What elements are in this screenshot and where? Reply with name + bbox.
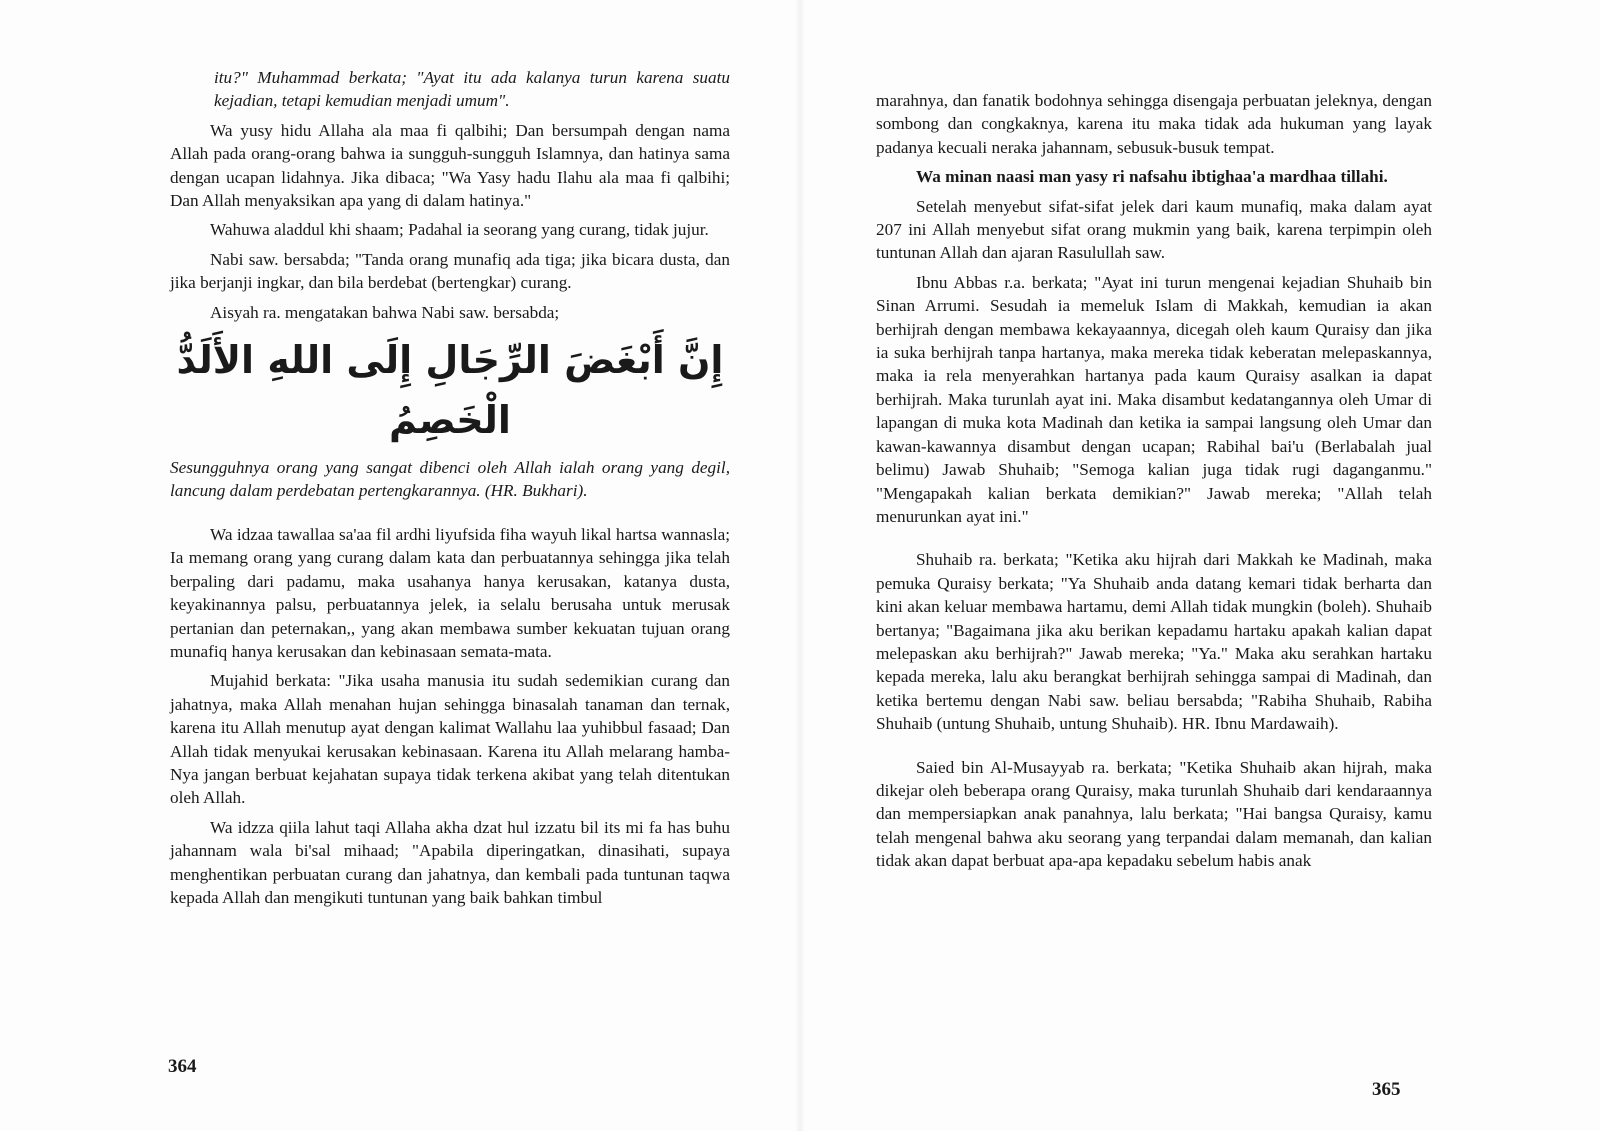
paragraph: Nabi saw. bersabda; "Tanda orang munafiq ada tiga; jika bicara dusta, dan jika berjanji ingkar, dan bila berdebat (bertengkar) curang. <box>170 249 730 293</box>
paragraph: Saied bin Al-Musayyab ra. berkata; "Ketika Shuhaib akan hijrah, maka dikejar oleh beberapa orang Quraisy, maka turunlah Shuhaib dari kendaraannya dan mempersiapkan anak panahnya, lalu berkata; "Hai bangsa Quraisy, kamu telah mengenal bahwa aku seorang yang terpandai dalam memanah, dan kalian tidak akan dapat berbuat apa-apa kepadaku sebelum habis anak <box>876 757 1432 871</box>
right-page <box>810 0 1600 1131</box>
paragraph: Shuhaib ra. berkata; "Ketika aku hijrah dari Makkah ke Madinah, maka pemuka Quraisy berkata; "Ya Shuhaib anda datang kemari tidak berharta dan kini akan keluar membawa hartamu, demi Allah tidak mungkin (boleh). Shuhaib bertanya; "Bagaimana jika aku berikan kepadamu hartaku apakah kalian dapat melepaskan aku berhijrah?" Jawab mereka; "Ya." Maka aku serahkan hartaku kepada mereka, lalu aku berangkat berhijrah sehingga sampai di Madinah, dan ketika bertemu dengan Nabi saw. beliau bersabda; "Rabiha Shuhaib, Rabiha Shuhaib (untung Shuhaib, untung Shuhaib). HR. Ibnu Mardawaih). <box>876 550 1432 734</box>
opening-paragraph: marahnya, dan fanatik bodohnya sehingga disengaja perbuatan jeleknya, dengan sombong dan congkaknya, karena itu maka tidak ada hukuman yang layak padanya kecuali neraka jahannam, sebusuk-busuk tempat. <box>876 91 1432 157</box>
page-number: 364 <box>168 1056 197 1077</box>
opening-italic-text: itu?" Muhammad berkata; "Ayat itu ada kalanya turun karena suatu kejadian, tetapi kemudian menjadi umum". <box>214 68 730 111</box>
hadith-translation: Sesungguhnya orang yang sangat dibenci oleh Allah ialah orang yang degil, lancung dalam perdebatan pertengkarannya. (HR. Bukhari). <box>170 458 730 501</box>
paragraph: Wa idzaa tawallaa sa'aa fil ardhi liyufsida fiha wayuh likal hartsa wannasla; Ia memang orang yang curang dalam kata dan perbuatannya sehingga jika telah berpaling dari padamu, maka usahanya hanya kerusakan, katanya dusta, keyakinannya palsu, perbuatannya jelek, ia selalu berusaha untuk merusak pertanian dan peternakan,, yang akan membawa sumber kekuatan tujuan orang munafiq hanya kerusakan dan kebinasaan semata-mata. <box>170 524 730 661</box>
book-gutter <box>795 0 805 1131</box>
arabic-hadith: إِنَّ أَبْغَضَ الرِّجَالِ إِلَى اللهِ الأَلَدُّ الْخَصِمُ <box>176 338 724 443</box>
right-text-column <box>876 89 1432 879</box>
paragraph: Ibnu Abbas r.a. berkata; "Ayat ini turun mengenai kejadian Shuhaib bin Sinan Arrumi. Sesudah ia memeluk Islam di Makkah, kemudian ia akan berhijrah dengan membawa kekayaannya, dicegah oleh kaum Quraisy dan jika ia suka berhijrah tanpa hartanya, maka mereka tidak keberatan melepaskannya, maka ia rela menyerahkan hartanya pada kaum Quraisy asalkan ia dapat berhijrah. Maka turunlah ayat ini. Maka disambut kedatangannya oleh Umar di lapangan di muka kota Madinah dan ketika ia sampai langsung oleh Umar dan kawan-kawannya disambut dengan ucapan; Rabihal bai'u (Berlabalah jual belimu) Jawab Shuhaib; "Semoga kalian juga tidak rugi daganganmu." "Mengapakah kalian berkata demikian?" Jawab mereka; "Allah telah menurunkan ayat ini." <box>876 272 1432 526</box>
paragraph: Wa yusy hidu Allaha ala maa fi qalbihi; Dan bersumpah dengan nama Allah pada orang-orang bahwa ia sungguh-sungguh Islamnya, dan hatinya sama dengan ucapan lidahnya. Jika dibaca; "Wa Yasy hadu Ilahu ala maa fi qalbihi; Dan Allah menyaksikan apa yang di dalam hatinya." <box>170 120 730 211</box>
left-page <box>0 0 790 1131</box>
paragraph: Aisyah ra. mengatakan bahwa Nabi saw. bersabda; <box>210 302 560 322</box>
paragraph: Wa idzza qiila lahut taqi Allaha akha dzat hul izzatu bil its mi fa has buhu jahannam wala bi'sal mihaad; "Apabila diperingatkan, dinasihati, supaya menghentikan perbuatan curang dan jahatnya, dan kembali pada tuntunan taqwa kepada Allah dan mengikuti tuntunan yang baik bahkan timbul <box>170 817 730 907</box>
left-text-column <box>170 66 730 915</box>
paragraph: Mujahid berkata: "Jika usaha manusia itu sudah sedemikian curang dan jahatnya, maka Allah menahan hujan sehingga binasalah tanaman dan ternak, karena itu Allah menutup ayat dengan kalimat Wallahu laa yuhibbul fasaad; Dan Allah tidak menyukai kerusakan kebinasaan. Karena itu Allah melarang hamba-Nya jangan berbuat kejahatan supaya tidak terkena akibat yang telah ditentukan oleh Allah. <box>170 671 730 808</box>
paragraph: Wahuwa aladdul khi shaam; Padahal ia seorang yang curang, tidak jujur. <box>210 220 709 240</box>
page-number: 365 <box>1372 1079 1401 1100</box>
bold-verse: Wa minan naasi man yasy ri nafsahu ibtighaa'a mardhaa tillahi. <box>916 167 1388 187</box>
paragraph: Setelah menyebut sifat-sifat jelek dari kaum munafiq, maka dalam ayat 207 ini Allah menyebut sifat orang mukmin yang baik, karena terpimpin oleh tuntunan Allah dan ajaran Rasulullah saw. <box>876 196 1432 263</box>
